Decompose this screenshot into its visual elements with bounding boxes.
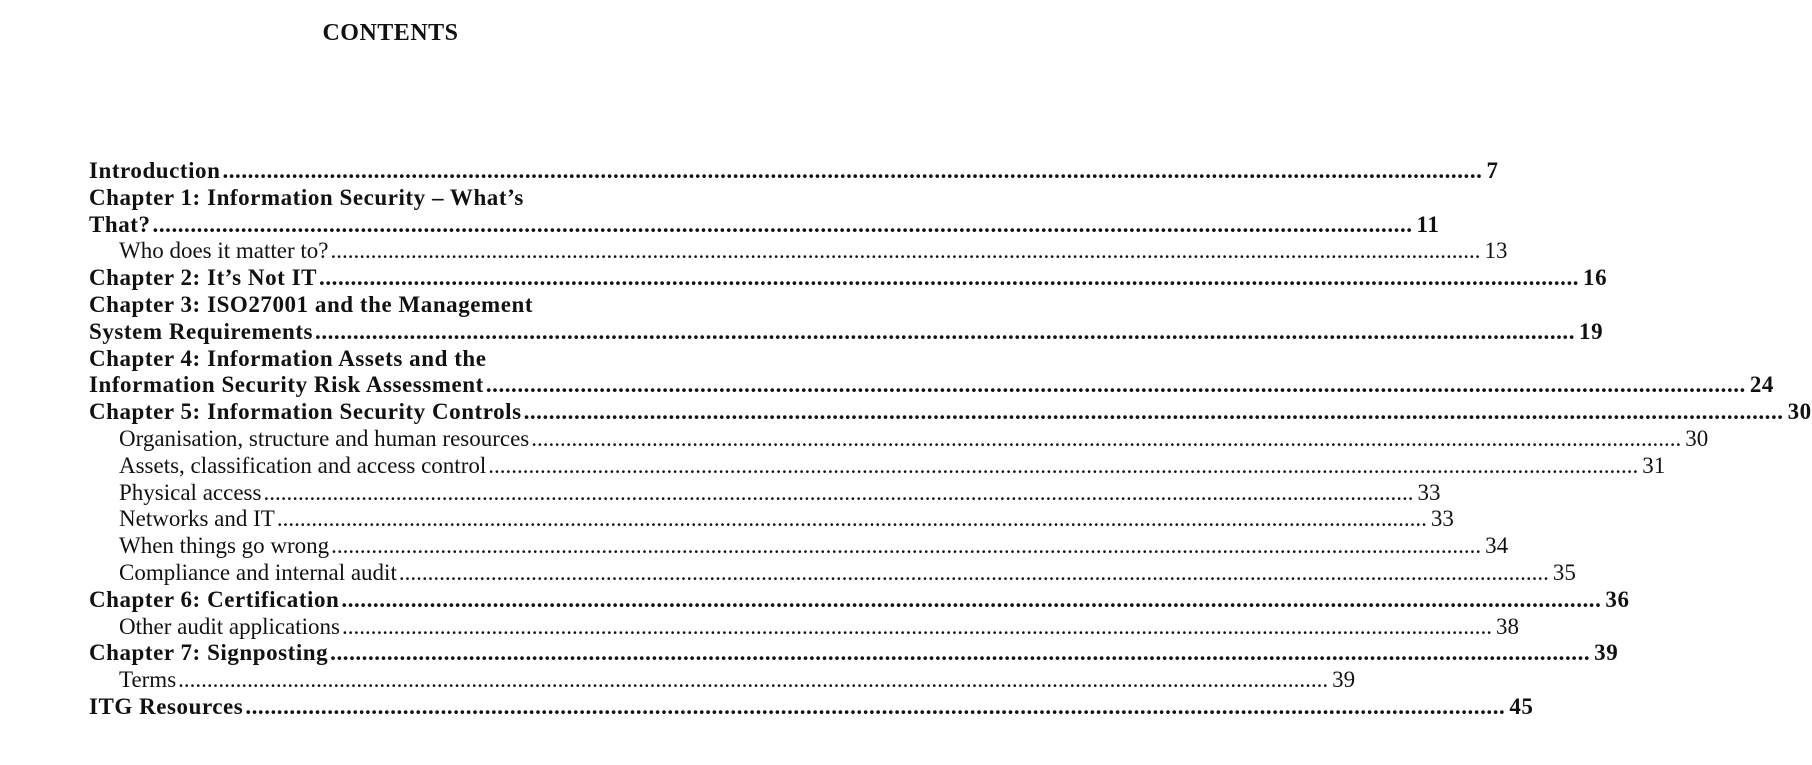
toc-chapter-entry[interactable] xyxy=(89,318,1604,346)
dot-leader: ........................................................................................................................................................................................................ xyxy=(531,425,1682,451)
dot-leader: ........................................................................................................................................................................................................ xyxy=(485,372,1746,398)
dot-leader: ........................................................................................................................................................................................................ xyxy=(488,452,1639,478)
dot-leader: ........................................................................................................................................................................................................ xyxy=(276,506,1427,532)
toc-chapter-entry[interactable] xyxy=(89,292,711,319)
toc-entry-title: System Requirements xyxy=(89,318,314,344)
toc-entry-title: That? xyxy=(89,211,151,237)
toc-section-entry[interactable] xyxy=(89,667,1356,694)
toc-section-entry[interactable] xyxy=(89,238,1508,265)
toc-page-number: 30 xyxy=(1787,399,1812,425)
dot-leader: ........................................................................................................................................................................................................ xyxy=(152,211,1413,237)
page-title: CONTENTS xyxy=(322,20,459,46)
toc-chapter-entry[interactable] xyxy=(89,693,1534,721)
toc-section-entry[interactable] xyxy=(89,479,1441,507)
dot-leader: ........................................................................................................................................................................................................ xyxy=(178,667,1329,693)
toc-chapter-entry[interactable] xyxy=(89,265,1608,292)
toc-chapter-entry[interactable] xyxy=(89,399,1812,426)
toc-section-entry[interactable] xyxy=(89,506,1454,533)
dot-leader: ........................................................................................................................................................................................................ xyxy=(315,318,1576,344)
dot-leader: ........................................................................................................................................................................................................ xyxy=(222,158,1483,183)
dot-leader: ........................................................................................................................................................................................................ xyxy=(245,693,1506,719)
dot-leader: ........................................................................................................................................................................................................ xyxy=(342,613,1492,639)
toc-page-number: 11 xyxy=(1416,211,1440,237)
toc-page-number: 33 xyxy=(1417,479,1441,505)
toc-entry-title: Chapter 3: ISO27001 and the Management xyxy=(89,291,534,317)
dot-leader: ........................................................................................................................................................................................................ xyxy=(330,640,1591,666)
dot-leader: ........................................................................................................................................................................................................ xyxy=(398,559,1549,585)
toc-page-number: 45 xyxy=(1509,693,1534,719)
toc-entry-title: Chapter 1: Information Security – What’s xyxy=(89,184,524,210)
toc-entry-title: Chapter 5: Information Security Controls xyxy=(89,399,522,425)
toc-entry-title: Organisation, structure and human resources xyxy=(119,425,530,451)
toc-section-entry[interactable] xyxy=(89,452,1666,480)
toc-section-entry[interactable] xyxy=(89,533,1509,560)
toc-entry-title: Chapter 6: Certification xyxy=(89,586,340,612)
toc-chapter-entry[interactable] xyxy=(89,211,1440,239)
toc-entry-title: Networks and IT xyxy=(119,506,275,532)
toc-entry-title: Terms xyxy=(119,667,177,693)
toc-entry-title: Information Security Risk Assessment xyxy=(89,372,484,398)
toc-page-number: 7 xyxy=(1486,158,1499,183)
toc-page-number: 16 xyxy=(1583,265,1608,291)
toc-page-number: 31 xyxy=(1642,452,1666,478)
toc-entry-title: Compliance and internal audit xyxy=(119,559,397,585)
toc-page-number: 30 xyxy=(1685,425,1709,451)
dot-leader: ........................................................................................................................................................................................................ xyxy=(331,533,1482,559)
toc-section-entry[interactable] xyxy=(89,613,1519,641)
table-of-contents xyxy=(89,158,1812,721)
toc-page-number: 13 xyxy=(1484,238,1508,264)
toc-page-number: 38 xyxy=(1496,613,1519,639)
dot-leader: ........................................................................................................................................................................................................ xyxy=(263,479,1414,505)
toc-entry-title: ITG Resources xyxy=(89,693,244,719)
dot-leader: ........................................................................................................................................................................................................ xyxy=(341,586,1602,612)
toc-entry-title: Physical access xyxy=(119,479,262,505)
toc-page-number: 34 xyxy=(1485,533,1509,559)
toc-chapter-entry[interactable] xyxy=(89,640,1619,667)
dot-leader: ........................................................................................................................................................................................................ xyxy=(330,238,1481,264)
dot-leader: ........................................................................................................................................................................................................ xyxy=(523,399,1784,425)
toc-entry-title: Chapter 7: Signposting xyxy=(89,640,329,666)
toc-entry-title: Chapter 4: Information Assets and the xyxy=(89,345,487,371)
toc-entry-title: Assets, classification and access control xyxy=(119,452,487,478)
toc-page-number: 24 xyxy=(1749,372,1774,398)
toc-entry-title: When things go wrong xyxy=(119,533,330,559)
toc-section-entry[interactable] xyxy=(89,559,1576,587)
toc-entry-title: Introduction xyxy=(89,158,221,183)
toc-entry-title: Other audit applications xyxy=(119,613,340,639)
toc-chapter-entry[interactable] xyxy=(89,346,711,373)
toc-page-number: 39 xyxy=(1594,640,1619,666)
toc-entry-title: Who does it matter to? xyxy=(119,238,329,264)
toc-section-entry[interactable] xyxy=(89,425,1709,453)
toc-page-number: 33 xyxy=(1430,506,1454,532)
dot-leader: ........................................................................................................................................................................................................ xyxy=(319,265,1580,291)
toc-chapter-entry[interactable] xyxy=(89,586,1630,614)
toc-page-number: 19 xyxy=(1579,318,1604,344)
toc-entry-title: Chapter 2: It’s Not IT xyxy=(89,265,318,291)
toc-page-number: 35 xyxy=(1552,559,1576,585)
toc-page-number: 36 xyxy=(1605,586,1630,612)
toc-chapter-entry[interactable] xyxy=(89,185,711,212)
toc-chapter-entry[interactable] xyxy=(89,372,1774,399)
toc-chapter-entry[interactable] xyxy=(89,158,1499,185)
toc-page-number: 39 xyxy=(1332,667,1356,693)
